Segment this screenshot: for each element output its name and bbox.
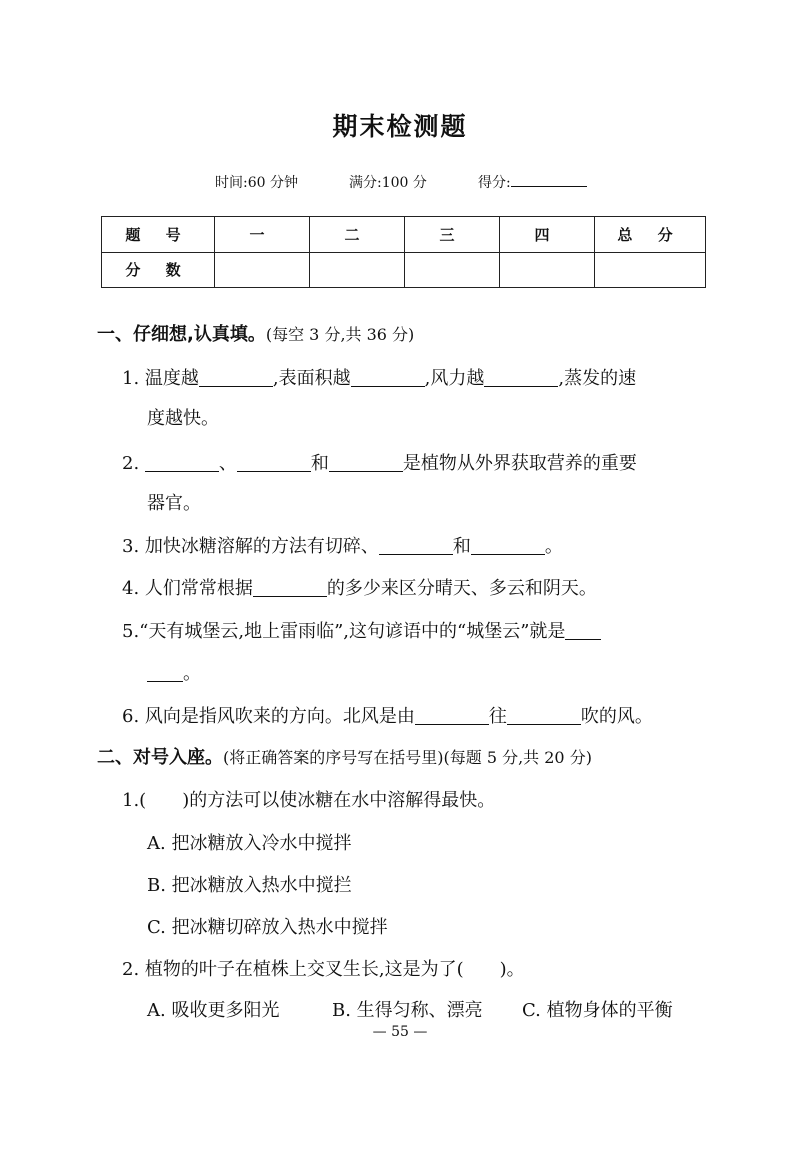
question-text: 5.“天有城堡云,地上雷雨临”,这句谚语中的“城堡云”就是 [122, 621, 566, 642]
score-table-header-row [102, 217, 706, 253]
question-text: 2. [122, 453, 140, 474]
question-text: ,表面积越 [272, 368, 351, 389]
question-text: 4. 人们常常根据 [122, 578, 253, 599]
option-a: A. 吸收更多阳光 [147, 1000, 280, 1021]
answer-blank[interactable] [147, 663, 183, 682]
score-cell[interactable] [500, 252, 595, 288]
full-score: 满分:100 分 [349, 175, 427, 191]
table-header-cell: 题 号 [102, 217, 215, 253]
question-text: 3. 加快冰糖溶解的方法有切碎、 [122, 536, 379, 557]
option-c: C. 植物身体的平衡 [522, 1000, 673, 1021]
question-text: 6. 风向是指风吹来的方向。北风是由 [122, 706, 415, 727]
section-1-heading [97, 320, 414, 346]
answer-blank[interactable] [237, 453, 311, 472]
question-text: 。 [544, 536, 563, 557]
score-table-score-row [102, 252, 706, 288]
question-1-5-cont [147, 659, 201, 685]
question-text: ,风力越 [424, 368, 485, 389]
answer-blank[interactable] [507, 706, 581, 725]
section-1-title: 一、仔细想,认真填。 [97, 324, 266, 345]
section-2-title: 二、对号入座。 [97, 747, 223, 768]
question-1-2-cont: 器官。 [147, 493, 201, 514]
score-table [101, 216, 706, 288]
answer-blank[interactable] [145, 453, 219, 472]
table-header-cell: 四 [500, 217, 595, 253]
option-c: C. 把冰糖切碎放入热水中搅拌 [147, 917, 388, 938]
answer-blank[interactable] [471, 536, 545, 555]
question-text: 和 [452, 536, 471, 557]
page-number: — 55 — [372, 1024, 428, 1040]
answer-blank[interactable] [415, 706, 489, 725]
question-text: 是植物从外界获取营养的重要 [402, 453, 637, 474]
question-1-1-cont: 度越快。 [147, 408, 219, 429]
table-header-cell: 一 [215, 217, 310, 253]
question-text: ,蒸发的速 [558, 368, 637, 389]
question-text: )的方法可以使冰糖在水中溶解得最快。 [182, 790, 496, 811]
question-text: 2. 植物的叶子在植株上交叉生长,这是为了( [122, 959, 464, 980]
question-text: 1.( [122, 790, 147, 811]
score-field [478, 172, 587, 192]
question-2-2 [122, 955, 525, 981]
question-1-2 [122, 449, 637, 475]
score-cell[interactable] [215, 252, 310, 288]
score-cell[interactable] [405, 252, 500, 288]
section-1-note: (每空 3 分,共 36 分) [265, 325, 415, 344]
answer-blank[interactable] [199, 368, 273, 387]
exam-time: 时间:60 分钟 [215, 175, 298, 191]
table-header-cell: 三 [405, 217, 500, 253]
answer-blank[interactable] [379, 536, 453, 555]
answer-blank[interactable] [565, 621, 601, 640]
question-text: 和 [310, 453, 329, 474]
question-2-1 [122, 786, 495, 812]
question-text: 1. 温度越 [122, 368, 199, 389]
score-label: 得分: [478, 175, 511, 191]
page-title: 期末检测题 [332, 112, 468, 141]
option-b: B. 生得匀称、漂亮 [332, 1000, 483, 1021]
answer-blank[interactable] [484, 368, 558, 387]
question-text: 吹的风。 [580, 706, 653, 727]
question-text: 的多少来区分晴天、多云和阴天。 [326, 578, 597, 599]
answer-blank[interactable] [329, 453, 403, 472]
table-header-cell: 总 分 [595, 217, 706, 253]
section-2-note: (将正确答案的序号写在括号里)(每题 5 分,共 20 分) [223, 748, 592, 767]
score-cell[interactable] [595, 252, 706, 288]
question-text: 、 [218, 453, 237, 474]
score-cell[interactable] [310, 252, 405, 288]
question-1-1 [122, 364, 636, 390]
question-1-6 [122, 702, 653, 728]
section-2-heading [97, 743, 592, 769]
question-text: 。 [183, 663, 201, 684]
answer-blank[interactable] [253, 578, 327, 597]
score-row-label: 分 数 [102, 252, 215, 288]
question-1-3 [122, 532, 563, 558]
score-blank[interactable] [511, 172, 587, 187]
answer-blank[interactable] [351, 368, 425, 387]
question-1-5 [122, 617, 601, 643]
option-b: B. 把冰糖放入热水中搅拦 [147, 875, 352, 896]
question-text: 往 [488, 706, 507, 727]
table-header-cell: 二 [310, 217, 405, 253]
question-text: )。 [499, 959, 525, 980]
question-1-4 [122, 574, 597, 600]
option-a: A. 把冰糖放入冷水中搅拌 [147, 833, 352, 854]
